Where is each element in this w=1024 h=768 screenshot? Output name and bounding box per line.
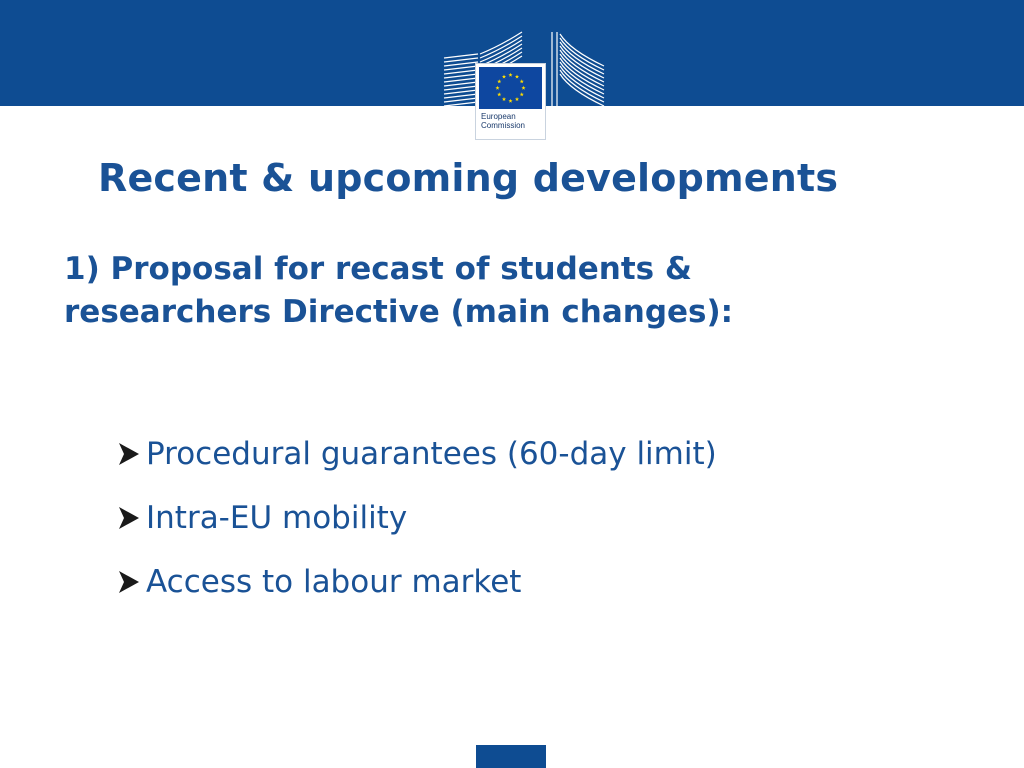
eu-star: [515, 97, 519, 101]
eu-star: [508, 99, 512, 103]
arrowhead-bullet-icon: [116, 439, 142, 469]
eu-star: [515, 75, 519, 79]
slide-subtitle: [64, 248, 964, 334]
bullet-item: [116, 422, 717, 486]
european-commission-logo: [475, 63, 546, 140]
eu-star: [520, 92, 524, 96]
eu-star: [495, 86, 499, 90]
bullet-item: [116, 486, 717, 550]
logo-text-line1: European: [481, 112, 516, 121]
bullet-item: [116, 550, 717, 614]
eu-star: [502, 97, 506, 101]
eu-stars: [479, 67, 542, 109]
eu-star: [520, 79, 524, 83]
slide-title: Recent & upcoming developments: [98, 156, 839, 200]
eu-star: [497, 79, 501, 83]
eu-star: [521, 86, 525, 90]
logo-text-line2: Commission: [481, 121, 526, 130]
eu-star: [497, 92, 501, 96]
logo-text: [481, 112, 545, 130]
arrowhead-bullet-icon: [116, 503, 142, 533]
bullet-list: [116, 422, 717, 614]
subtitle-line-2: researchers Directive (main changes):: [64, 294, 734, 330]
bullet-text: Procedural guarantees (60-day limit): [146, 436, 717, 472]
footer-tab: [476, 745, 546, 768]
bullet-text: Intra-EU mobility: [146, 500, 408, 536]
bullet-text: Access to labour market: [146, 564, 522, 600]
eu-flag-icon: [479, 67, 542, 109]
arrowhead-bullet-icon: [116, 567, 142, 597]
subtitle-line-1: 1) Proposal for recast of students &: [64, 251, 692, 287]
eu-star: [508, 73, 512, 77]
eu-star: [502, 75, 506, 79]
